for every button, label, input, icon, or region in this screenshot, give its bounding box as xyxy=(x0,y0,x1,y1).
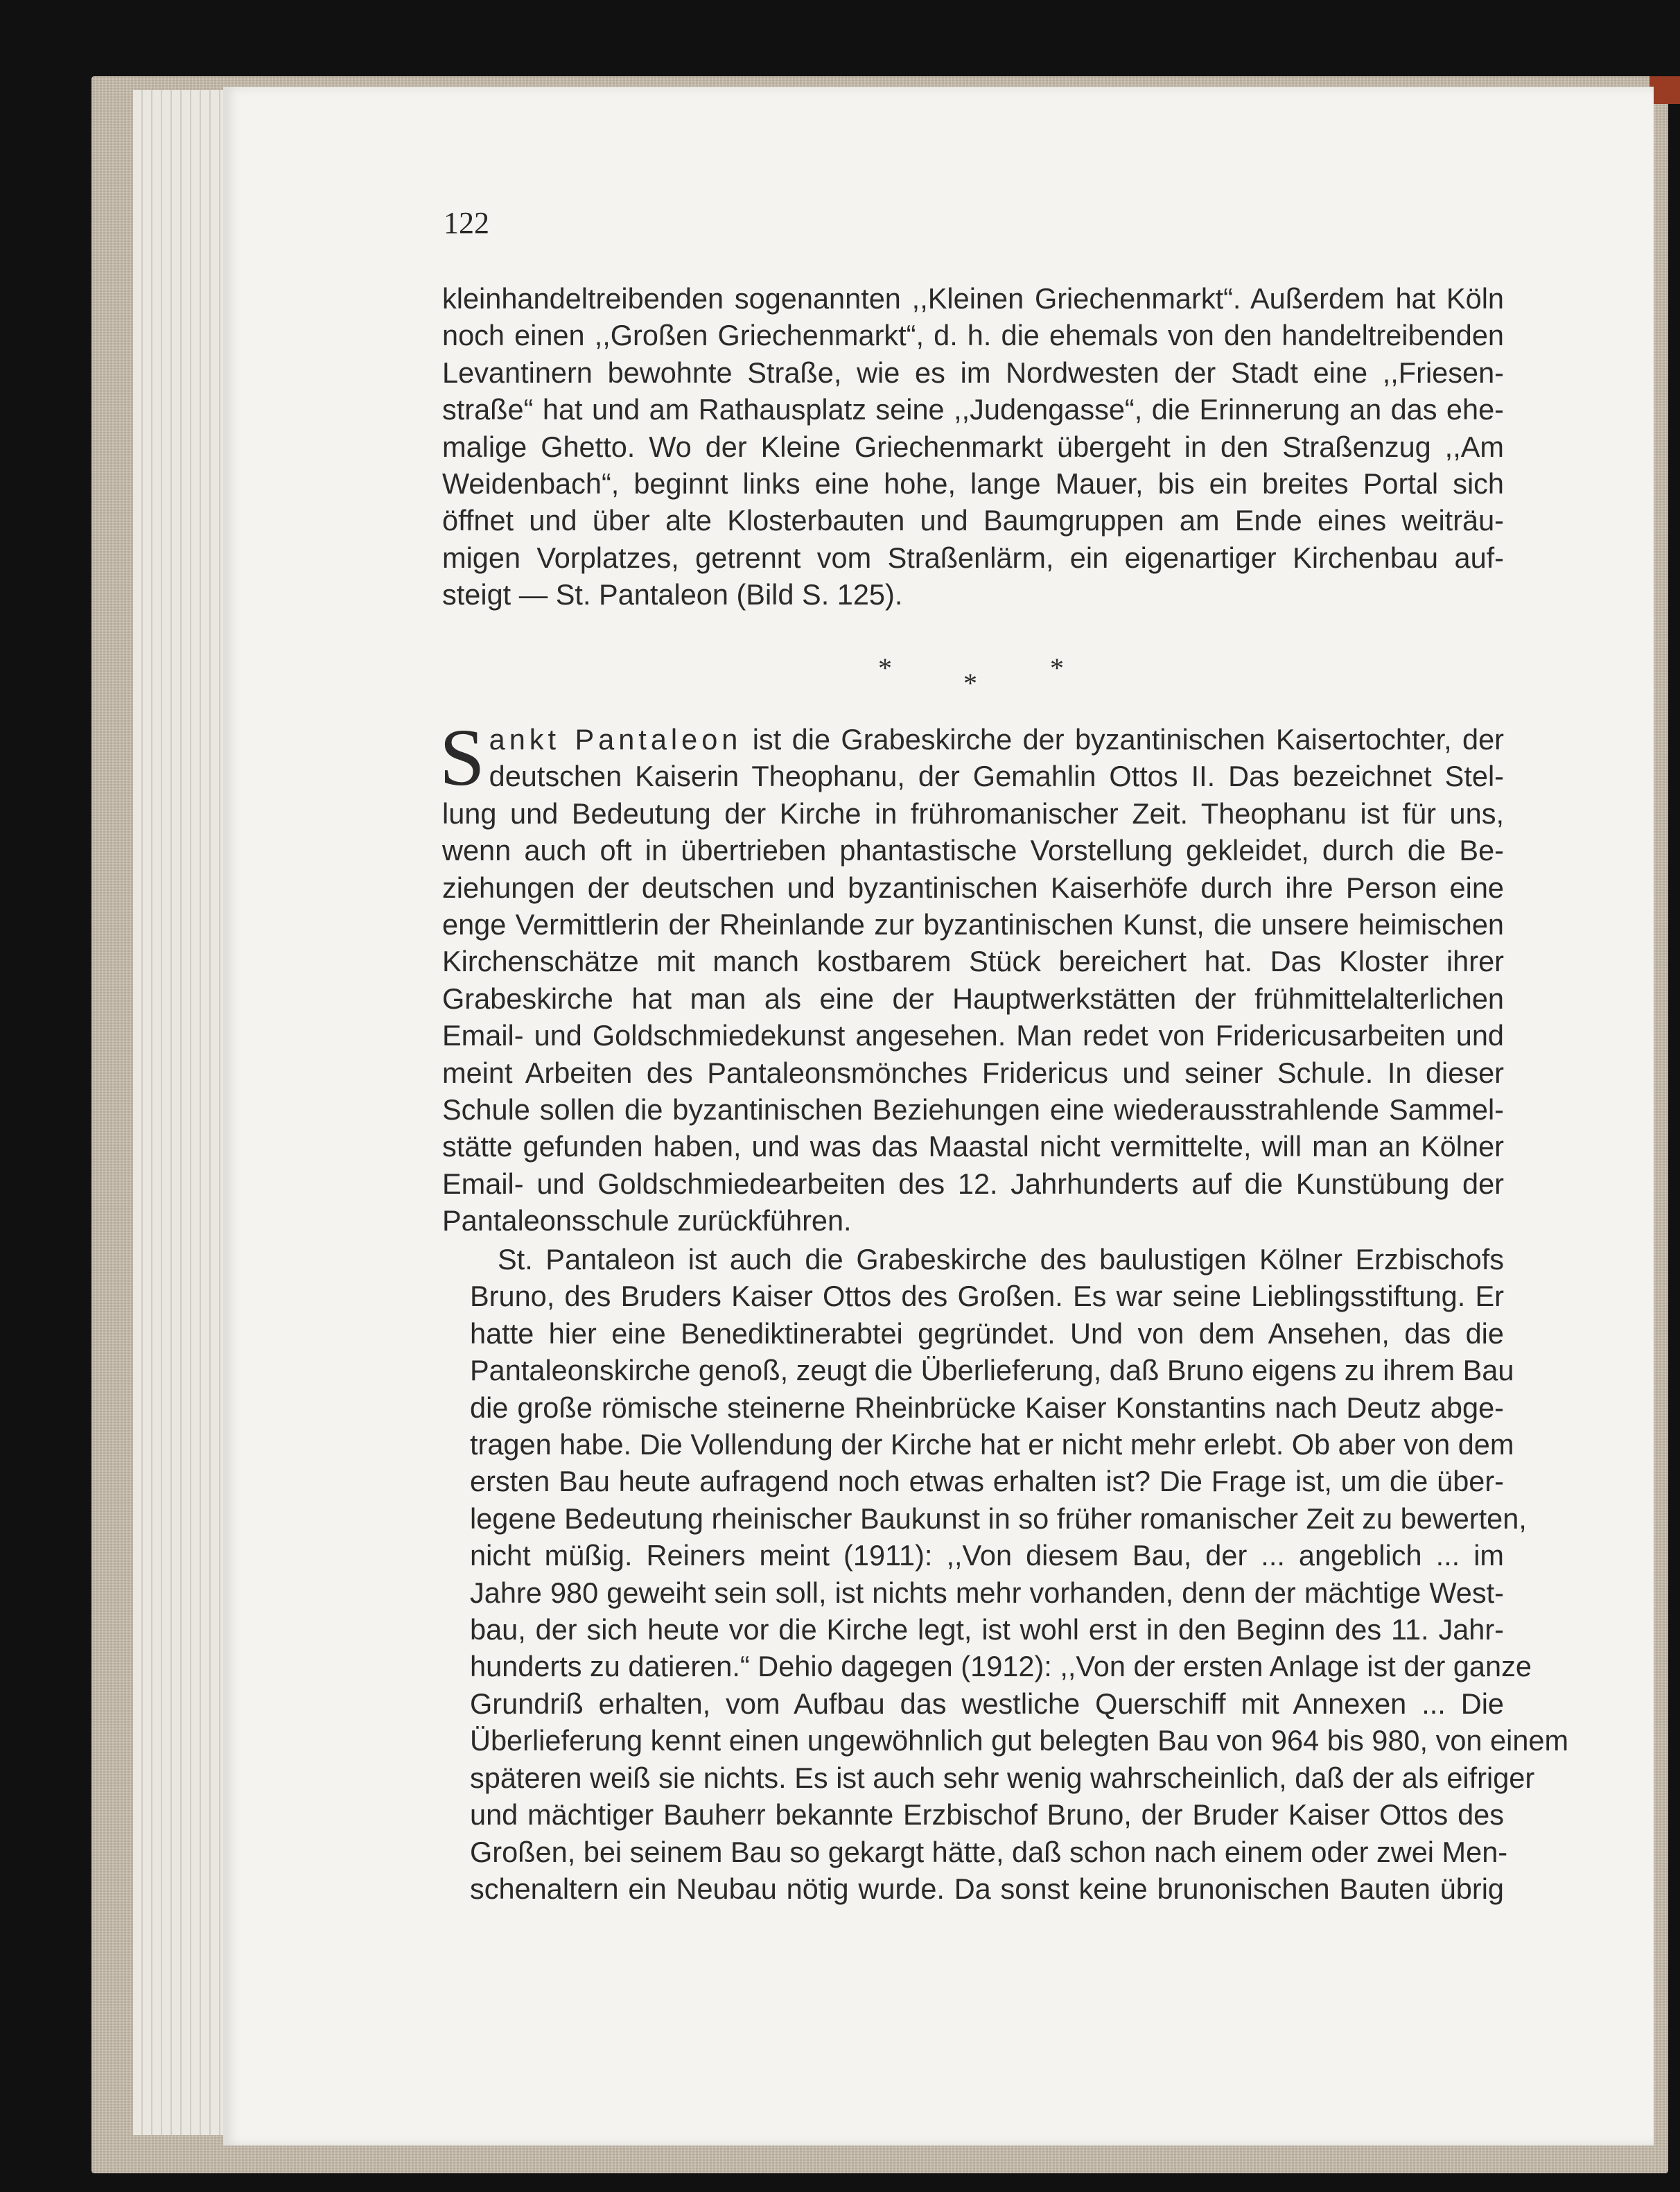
text-line: Kirchenschätze mit manch kostbarem Stück bereichert hat. Das Kloster ihrer xyxy=(442,945,1504,978)
text-line: Großen, bei seinem Bau so gekargt hätte, daß schon nach einem oder zwei Men- xyxy=(470,1835,1508,1868)
text-line: späteren weiß sie nichts. Es ist auch sehr wenig wahrscheinlich, daß der als eifriger xyxy=(470,1761,1535,1794)
text-line: und mächtiger Bauherr bekannte Erzbischof Bruno, der Bruder Kaiser Ottos des xyxy=(470,1798,1504,1832)
text-line: lung und Bedeutung der Kirche in frühromanischer Zeit. Theophanu ist für uns, xyxy=(442,797,1504,830)
text-line: Schule sollen die byzantinischen Beziehungen eine wiederausstrahlende Sammel- xyxy=(442,1093,1504,1127)
paragraph-1 xyxy=(442,280,1504,614)
text-line: hatte hier eine Benediktinerabtei gegründet. Und von dem Ansehen, das die xyxy=(470,1316,1504,1350)
text-line: steigt — St. Pantaleon (Bild S. 125). xyxy=(442,578,903,611)
section-separator xyxy=(866,652,1095,699)
text-line: tragen habe. Die Vollendung der Kirche hat er nicht mehr erlebt. Ob aber von dem xyxy=(470,1428,1514,1461)
paragraph-2 xyxy=(439,712,1504,1239)
text-line: deutschen Kaiserin Theophanu, der Gemahlin Ottos II. Das bezeichnet Stel- xyxy=(489,760,1504,793)
text-line: schenaltern ein Neubau nötig wurde. Da sonst keine brunonischen Bauten übrig xyxy=(470,1872,1504,1905)
text-line xyxy=(442,721,1504,758)
text-line: St. Pantaleon ist auch die Grabeskirche des baulustigen Kölner Erzbischofs xyxy=(498,1243,1504,1276)
text-line: noch einen ,,Großen Griechenmarkt“, d. h. die ehemals von den handeltreibenden xyxy=(442,319,1504,352)
text-line: Email- und Goldschmiedearbeiten des 12. Jahrhunderts auf die Kunstübung der xyxy=(442,1167,1504,1200)
text-line: meint Arbeiten des Pantaleonsmönches Fridericus und seiner Schule. In dieser xyxy=(442,1056,1504,1089)
text-line: Levantinern bewohnte Straße, wie es im Nordwesten der Stadt eine ,,Friesen- xyxy=(442,356,1504,389)
text-line: wenn auch oft in übertrieben phantastische Vorstellung gekleidet, durch die Be- xyxy=(442,834,1504,867)
page-number: 122 xyxy=(444,206,489,240)
text-line: ziehungen der deutschen und byzantinischen Kaiserhöfe durch ihre Person eine xyxy=(442,871,1504,904)
text-line: nicht müßig. Reiners meint (1911): ,,Von diesem Bau, der ... angeblich ... im xyxy=(470,1539,1504,1572)
text-line: Bruno, des Bruders Kaiser Ottos des Großen. Es war seine Lieblingsstiftung. Er xyxy=(470,1280,1504,1313)
text-line: ersten Bau heute aufragend noch etwas erhalten ist? Die Frage ist, um die über- xyxy=(470,1465,1504,1498)
text-line: Grundriß erhalten, vom Aufbau das westliche Querschiff mit Annexen ... Die xyxy=(470,1687,1504,1720)
paragraph-3 xyxy=(442,1241,1569,1907)
text-line: Jahre 980 geweiht sein soll, ist nichts mehr vorhanden, denn der mächtige West- xyxy=(470,1576,1504,1609)
text-line: kleinhandeltreibenden sogenannten ,,Kleinen Griechenmarkt“. Außerdem hat Köln xyxy=(442,282,1504,315)
text-line: enge Vermittlerin der Rheinlande zur byzantinischen Kunst, die unsere heimischen xyxy=(442,908,1504,941)
drop-cap: S xyxy=(439,712,485,803)
text-line: öffnet und über alte Klosterbauten und Baumgruppen am Ende eines weiträu- xyxy=(442,504,1504,537)
page-edges xyxy=(133,90,223,2135)
text-line-rest: ist die Grabeskirche der byzantinischen Kaisertochter, der xyxy=(742,723,1504,756)
text-line: malige Ghetto. Wo der Kleine Griechenmarkt übergeht in den Straßenzug ,,Am xyxy=(442,430,1504,463)
separator-star: * xyxy=(1050,652,1064,684)
text-line: bau, der sich heute vor die Kirche legt, ist wohl erst in den Beginn des 11. Jahr- xyxy=(470,1613,1504,1646)
text-line: Pantaleonskirche genoß, zeugt die Überlieferung, daß Bruno eigens zu ihrem Bau xyxy=(470,1354,1514,1387)
text-line: Weidenbach“, beginnt links eine hohe, lange Mauer, bis ein breites Portal sich xyxy=(442,467,1504,501)
text-line: Überlieferung kennt einen ungewöhnlich gut belegten Bau von 964 bis 980, von einem xyxy=(470,1724,1569,1757)
text-line: migen Vorplatzes, getrennt vom Straßenlärm, ein eigenartiger Kirchenbau auf- xyxy=(442,541,1504,574)
text-line: die große römische steinerne Rheinbrücke Kaiser Konstantins nach Deutz abge- xyxy=(470,1391,1504,1424)
cover-edge xyxy=(1650,76,1680,104)
text-line: Grabeskirche hat man als eine der Hauptwerkstätten der frühmittelalterlichen xyxy=(442,982,1504,1015)
text-line: straße“ hat und am Rathausplatz seine ,,Judengasse“, die Erinnerung an das ehe- xyxy=(442,393,1504,426)
text-line: Pantaleonsschule zurückführen. xyxy=(442,1204,852,1237)
spaced-opening-words: ankt Pantaleon xyxy=(489,723,742,756)
text-line: hunderts zu datieren.“ Dehio dagegen (1912): ,,Von der ersten Anlage ist der ganze xyxy=(470,1650,1532,1683)
text-line: stätte gefunden haben, und was das Maastal nicht vermittelte, will man an Kölner xyxy=(442,1130,1504,1163)
text-line: legene Bedeutung rheinischer Baukunst in so früher romanischer Zeit zu bewerten, xyxy=(470,1502,1527,1535)
separator-star: * xyxy=(963,668,977,699)
separator-star: * xyxy=(878,652,892,684)
text-line: Email- und Goldschmiedekunst angesehen. Man redet von Fridericusarbeiten und xyxy=(442,1019,1504,1052)
